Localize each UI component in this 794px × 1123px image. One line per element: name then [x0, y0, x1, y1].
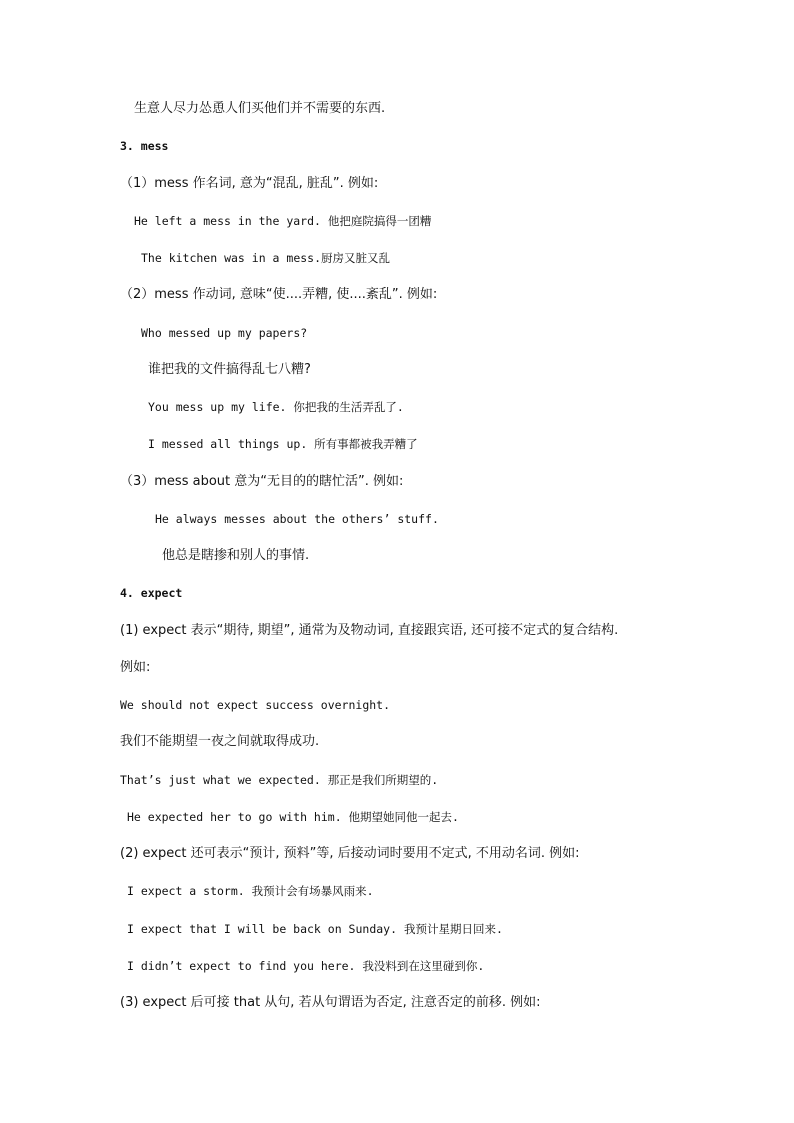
example-line: I expect a storm. 我预计会有场暴风雨来.: [127, 884, 374, 898]
text-line: 生意人尽力怂恿人们买他们并不需要的东西.: [134, 101, 386, 116]
translation-line: 他总是瞎掺和别人的事情.: [162, 548, 310, 563]
text-line: （3）mess about 意为“无目的的瞎忙活”. 例如:: [120, 474, 404, 489]
text-line: 例如:: [120, 660, 151, 675]
text-line: （1）mess 作名词, 意为“混乱, 脏乱”. 例如:: [120, 176, 379, 191]
example-line: He left a mess in the yard. 他把庭院搞得一团糟: [134, 214, 432, 228]
example-line: He expected her to go with him. 他期望她同他一起去.: [127, 810, 459, 824]
example-line: Who messed up my papers?: [141, 326, 308, 340]
example-line: I didn’t expect to find you here. 我没料到在这里碰到你.: [127, 959, 485, 973]
example-line: The kitchen was in a mess.厨房又脏又乱: [141, 251, 391, 265]
translation-line: 我们不能期望一夜之间就取得成功.: [120, 734, 320, 749]
example-line: That’s just what we expected. 那正是我们所期望的.: [120, 773, 439, 787]
example-line: I messed all things up. 所有事都被我弄糟了: [148, 437, 418, 451]
text-line: （2）mess 作动词, 意味“使....弄糟, 使....紊乱”. 例如:: [120, 287, 438, 302]
text-line: (2) expect 还可表示“预计, 预料”等, 后接动词时要用不定式, 不用动名词. 例如:: [120, 846, 580, 861]
section-heading-expect: 4. expect: [120, 586, 183, 600]
example-line: We should not expect success overnight.: [120, 698, 391, 712]
example-line: You mess up my life. 你把我的生活弄乱了.: [148, 400, 404, 414]
section-heading-mess: 3. mess: [120, 139, 169, 153]
translation-line: 谁把我的文件搞得乱七八糟?: [148, 362, 311, 377]
example-line: He always messes about the others’ stuff.: [155, 512, 439, 526]
example-line: I expect that I will be back on Sunday. 我预计星期日回来.: [127, 922, 503, 936]
text-line: (3) expect 后可接 that 从句, 若从句谓语为否定, 注意否定的前移. 例如:: [120, 995, 541, 1010]
text-line: (1) expect 表示“期待, 期望”, 通常为及物动词, 直接跟宾语, 还可接不定式的复合结构.: [120, 623, 619, 638]
